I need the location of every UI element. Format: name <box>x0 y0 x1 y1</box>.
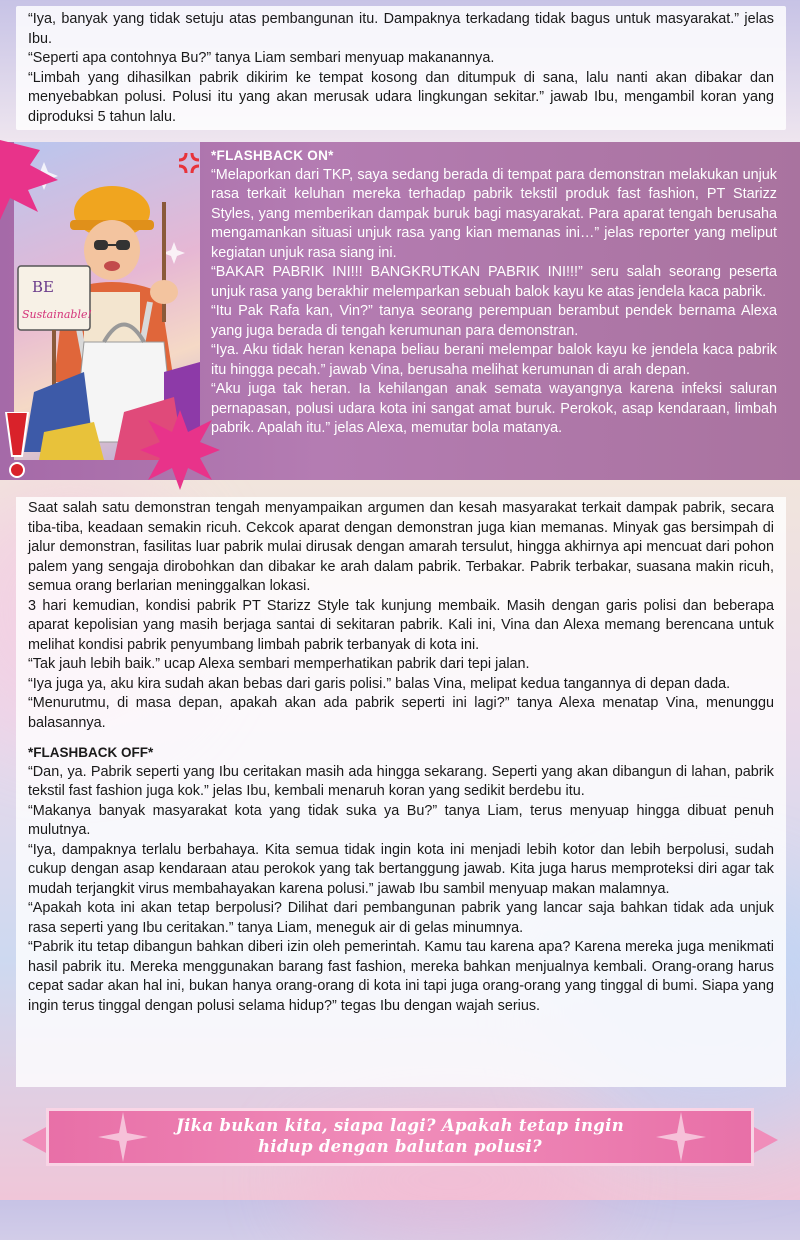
paragraph: “Melaporkan dari TKP, saya sedang berada di tempat para demonstran melakukan unjuk rasa terkait keluhan mereka terhadap pabrik tekstil produk fast fashion, PT Starizz Styles, yang memberikan dampak buruk bagi masyarakat. Para aparat tengah berusaha mengamankan situasi unjuk rasa yang kian memanas ini…” jelas reporter yang meliput kegiatan unjuk rasa siang ini. <box>211 166 777 261</box>
paragraph: “Tak jauh lebih baik.” ucap Alexa sembari memperhatikan pabrik dari tepi jalan. <box>28 656 530 672</box>
bottom-text-panel <box>16 497 786 1087</box>
banner-line: hidup dengan balutan polusi? <box>257 1137 543 1156</box>
banner-line: Jika bukan kita, siapa lagi? Apakah tetap ingin <box>175 1116 624 1135</box>
closing-banner <box>46 1108 754 1166</box>
ribbon-tail-left <box>22 1126 48 1154</box>
paragraph: “Iya, banyak yang tidak setuju atas pembangunan itu. Dampaknya terkadang tidak bagus untuk masyarakat.” jelas Ibu. <box>28 11 774 47</box>
paragraph: “Apakah kota ini akan tetap berpolusi? Dilihat dari pembangunan pabrik yang lancar saja bahkan tidak ada unjuk rasa seperti yang Ibu ceritakan.” tanya Liam, meneguk air di gelas minumnya. <box>28 900 774 936</box>
exclamation-icon <box>2 412 32 482</box>
flashback-text <box>211 146 777 439</box>
paragraph: “Seperti apa contohnya Bu?” tanya Liam sembari menyuap makanannya. <box>28 50 495 66</box>
paragraph: “Pabrik itu tetap dibangun bahkan diberi izin oleh pemerintah. Kamu tau karena apa? Karena mereka juga menikmati hasil pabrik itu. Mereka menggunakan barang fast fashion, mereka bahkan menjualnya kembali. Orang-orang harus cepat sadar akan hal ini, bukan hanya orang-orang di kota ini tapi juga orang-orang yang tinggal di bumi. Siapa yang ingin terus tinggal dengan polusi selama hidup?” tegas Ibu dengan wajah serius. <box>28 939 774 1014</box>
ribbon-tail-right <box>752 1126 778 1154</box>
angry-mark-icon <box>176 150 202 176</box>
banner-quote <box>46 1115 754 1157</box>
paragraph: “Dan, ya. Pabrik seperti yang Ibu ceritakan masih ada hingga sekarang. Seperti yang akan dibangun di lahan, pabrik tekstil fast fashion juga kok.” jelas Ibu, kembali menaruh koran yang sedikit berdebu itu. <box>28 763 774 799</box>
pink-burst-icon <box>140 410 220 490</box>
flashback-section <box>0 142 800 480</box>
paragraph: “Iya, dampaknya terlalu berbahaya. Kita semua tidak ingin kota ini menjadi lebih kotor dan lebih berpolusi, sudah cukup dengan asap kendaraan atau perokok yang tak bertanggung jawab. Kita juga harus memproteksi diri agar tak mudah terjangkit virus membahayakan karena polusi.” jawab Ibu sambil menyuap makan malamnya. <box>28 841 774 897</box>
paragraph: “Itu Pak Rafa kan, Vin?” tanya seorang perempuan berambut pendek bernama Alexa yang juga berada di tengah kerumunan para demonstran. <box>211 303 777 339</box>
flashback-off-heading: *FLASHBACK OFF* <box>28 745 154 760</box>
sign-text: BE <box>32 278 54 296</box>
paragraph: “Limbah yang dihasilkan pabrik dikirim ke tempat kosong dan ditumpuk di sana, lalu nanti akan dibakar dan menyebabkan polusi. Polusi itu yang akan merusak udara lingkungan sekitar.” jawab Ibu, mengambil koran yang diproduksi 5 tahun lalu. <box>28 69 774 125</box>
pink-burst-icon <box>0 140 60 220</box>
paragraph: “Iya juga ya, aku kira sudah akan bebas dari garis polisi.” balas Vina, melipat kedua tangannya di depan dada. <box>28 675 731 692</box>
paragraph: Saat salah satu demonstran tengah menyampaikan argumen dan kesah masyarakat terkait dampak pabrik, secara tiba-tiba, keadaan semakin ricuh. Cekcok aparat dengan demonstran juga kian memanas. Minyak gas bersimpah di jalur demonstran, fasilitas luar pabrik mulai dirusak dengan amarah tersulut, hingga akhirnya api mencuat dari pohon palem yang sengaja dirobohkan dan dibakar ke arah dalam pabrik. Terbakar. Pabrik terbakar, suasana makin ricuh, semua orang berlarian meninggalkan lokasi. <box>28 500 774 594</box>
sign-text: Sustainable! <box>22 308 92 321</box>
paragraph: “Aku juga tak heran. Ia kehilangan anak semata wayangnya karena infeksi saluran pernapasan, polusi udara kota ini sangat amat buruk. Perokok, asap kendaraan, limbah pabrik. Apalah itu.” jelas Alexa, memutar bola matanya. <box>211 381 777 436</box>
flashback-heading: *FLASHBACK ON* <box>211 148 334 163</box>
top-text-panel <box>16 6 786 130</box>
paragraph: 3 hari kemudian, kondisi pabrik PT Starizz Style tak kunjung membaik. Masih dengan garis polisi dan beberapa aparat kepolisian yang masih berjaga santai di sekitaran pabrik. Kali ini, Vina dan Alexa memang berencana untuk melihat kondisi pabrik penyumbang limbah pabrik terbanyak di kota ini. <box>28 597 774 653</box>
paragraph: “Iya. Aku tidak heran kenapa beliau berani melempar balok kayu ke jendela kaca pabrik itu hingga pecah.” jawab Vina, berusaha melihat kerumunan di arah depan. <box>211 342 777 378</box>
paragraph: “Menurutmu, di masa depan, apakah akan ada pabrik seperti ini lagi?” tanya Alexa menatap Vina, menunggu balasannya. <box>28 695 774 731</box>
paragraph: “BAKAR PABRIK INI!!! BANGKRUTKAN PABRIK INI!!!” seru salah seorang peserta unjuk rasa yang berakhir melemparkan sebuah balok kayu ke atas jendela kaca pabrik. <box>211 264 777 300</box>
paragraph: “Makanya banyak masyarakat kota yang tidak suka ya Bu?” tanya Liam, terus menyuap hingga dibuat penuh mulutnya. <box>28 802 774 838</box>
